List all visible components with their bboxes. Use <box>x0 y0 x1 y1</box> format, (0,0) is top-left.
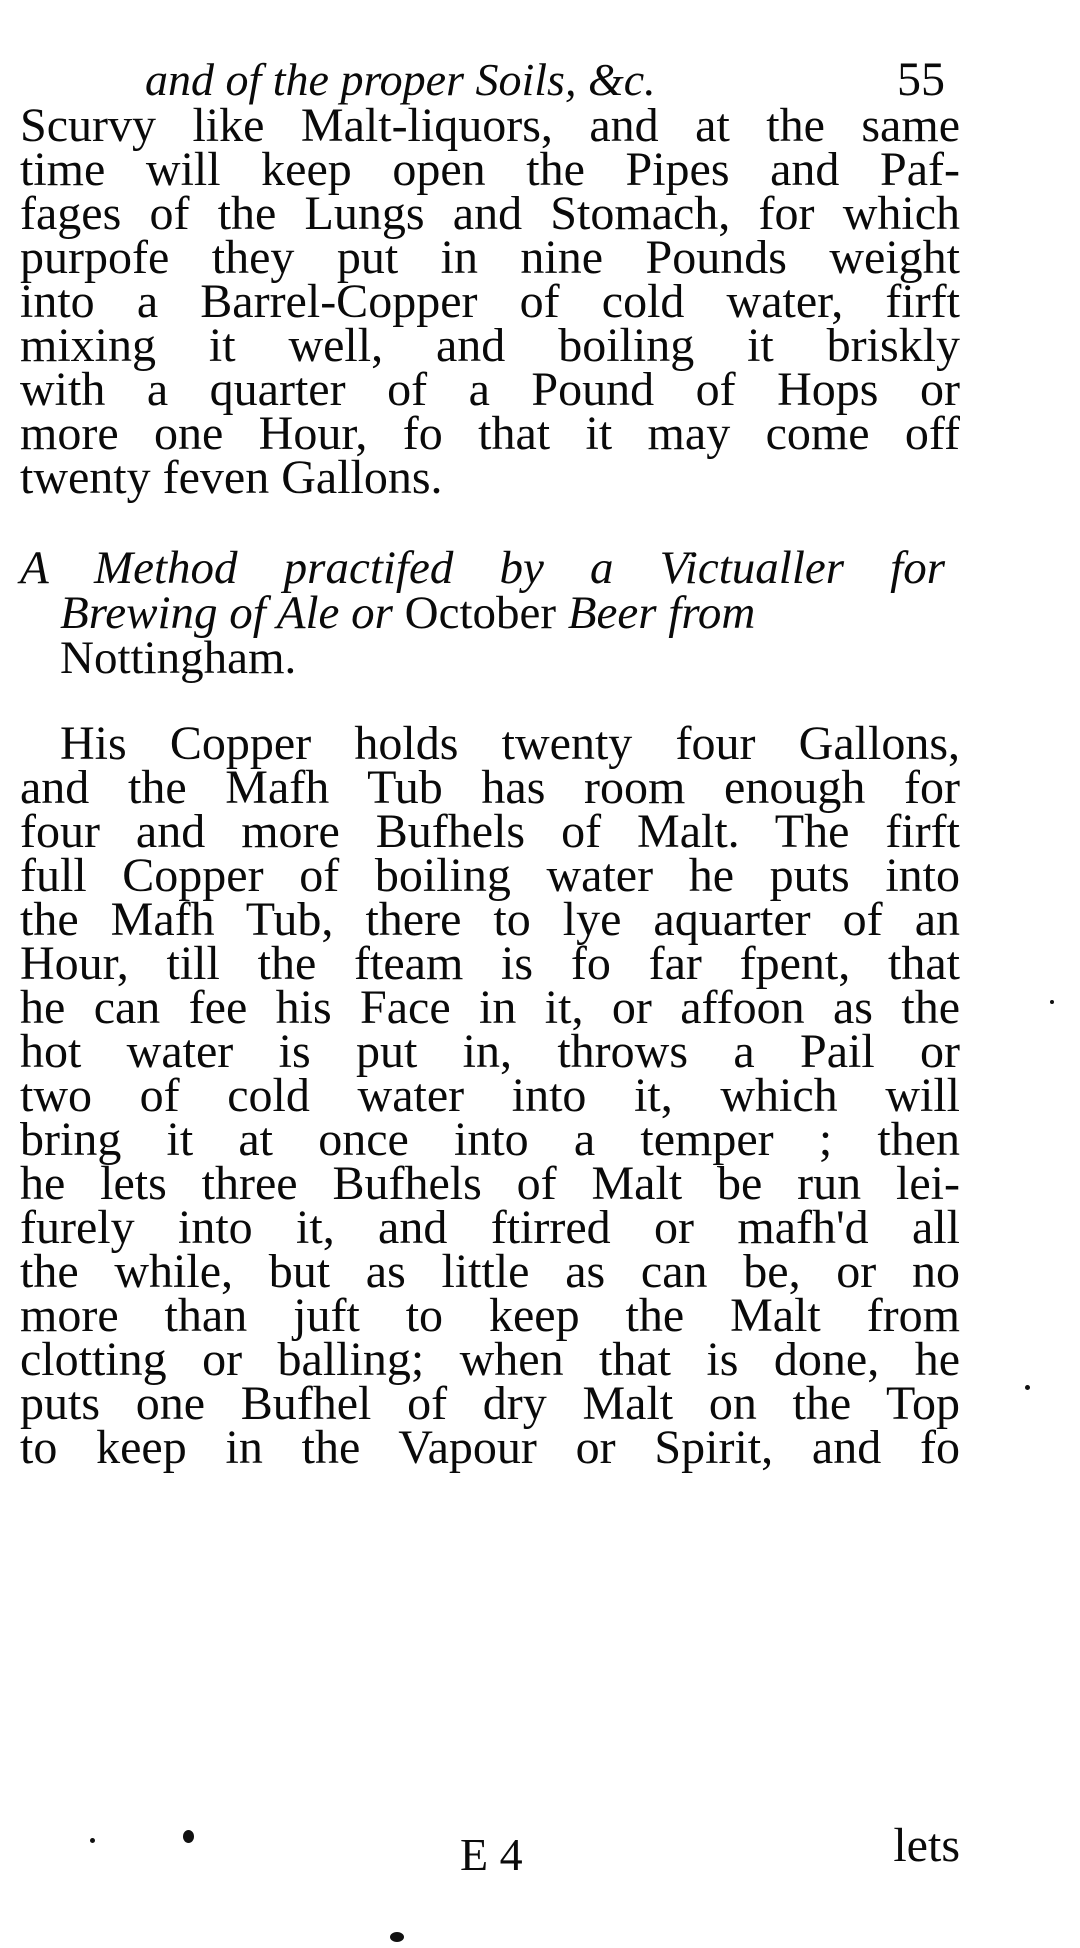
ink-speck <box>90 1838 95 1843</box>
ink-speck <box>1050 1000 1054 1004</box>
text-line: time will keep open the Pipes and Paf- <box>20 143 960 196</box>
page-number: 55 <box>897 53 945 106</box>
ink-speck <box>183 1830 194 1843</box>
text-line: full Copper of boiling water he puts into <box>20 849 960 902</box>
text-line: the while, but as little as can be, or no <box>20 1245 960 1298</box>
text-line: puts one Bufhel of dry Malt on the Top <box>20 1377 960 1430</box>
text-line: with a quarter of a Pound of Hops or <box>20 363 960 416</box>
text-line: Hour, till the fteam is fo far fpent, that <box>20 937 960 990</box>
text-line: two of cold water into it, which will <box>20 1069 960 1122</box>
text-line: bring it at once into a temper ; then <box>20 1113 960 1166</box>
text-line: hot water is put in, throws a Pail or <box>20 1025 960 1078</box>
section-heading-line: Nottingham. <box>60 632 297 684</box>
text-line: he lets three Bufhels of Malt be run lei- <box>20 1157 960 1210</box>
text-line: into a Barrel-Copper of cold water, firft <box>20 275 960 328</box>
text-line: the Mafh Tub, there to lye aquarter of an <box>20 893 960 946</box>
signature-mark: E 4 <box>460 1829 523 1880</box>
catchword: lets <box>893 1819 960 1872</box>
text-line: mixing it well, and boiling it briskly <box>20 319 960 372</box>
text-line: more than juft to keep the Malt from <box>20 1289 960 1342</box>
text-line: Scurvy like Malt-liquors, and at the same <box>20 99 960 152</box>
text-line: more one Hour, fo that it may come off <box>20 407 960 460</box>
heading-italic-text: Brewing of Ale <box>60 587 340 639</box>
running-title: and of the proper Soils, &c. <box>145 54 656 105</box>
text-line: he can fee his Face in it, or affoon as the <box>20 981 960 1034</box>
section-heading-line: A Method practifed by a Victualler for <box>20 542 945 594</box>
heading-italic-text: or <box>351 587 393 639</box>
text-line: His Copper holds twenty four Gallons, <box>60 717 960 770</box>
text-line: and the Mafh Tub has room enough for <box>20 761 960 814</box>
text-line: purpofe they put in nine Pounds weight <box>20 231 960 284</box>
text-line: furely into it, and ftirred or mafh'd all <box>20 1201 960 1254</box>
ink-speck <box>390 1932 404 1942</box>
text-line: twenty feven Gallons. <box>20 451 443 504</box>
heading-italic-text: Beer from <box>567 587 756 639</box>
ink-speck <box>1025 1385 1030 1390</box>
text-line: clotting or balling; when that is done, he <box>20 1333 960 1386</box>
heading-roman-text: October <box>404 587 557 639</box>
text-line: fages of the Lungs and Stomach, for which <box>20 187 960 240</box>
text-line: four and more Bufhels of Malt. The firft <box>20 805 960 858</box>
text-line: to keep in the Vapour or Spirit, and fo <box>20 1421 960 1474</box>
